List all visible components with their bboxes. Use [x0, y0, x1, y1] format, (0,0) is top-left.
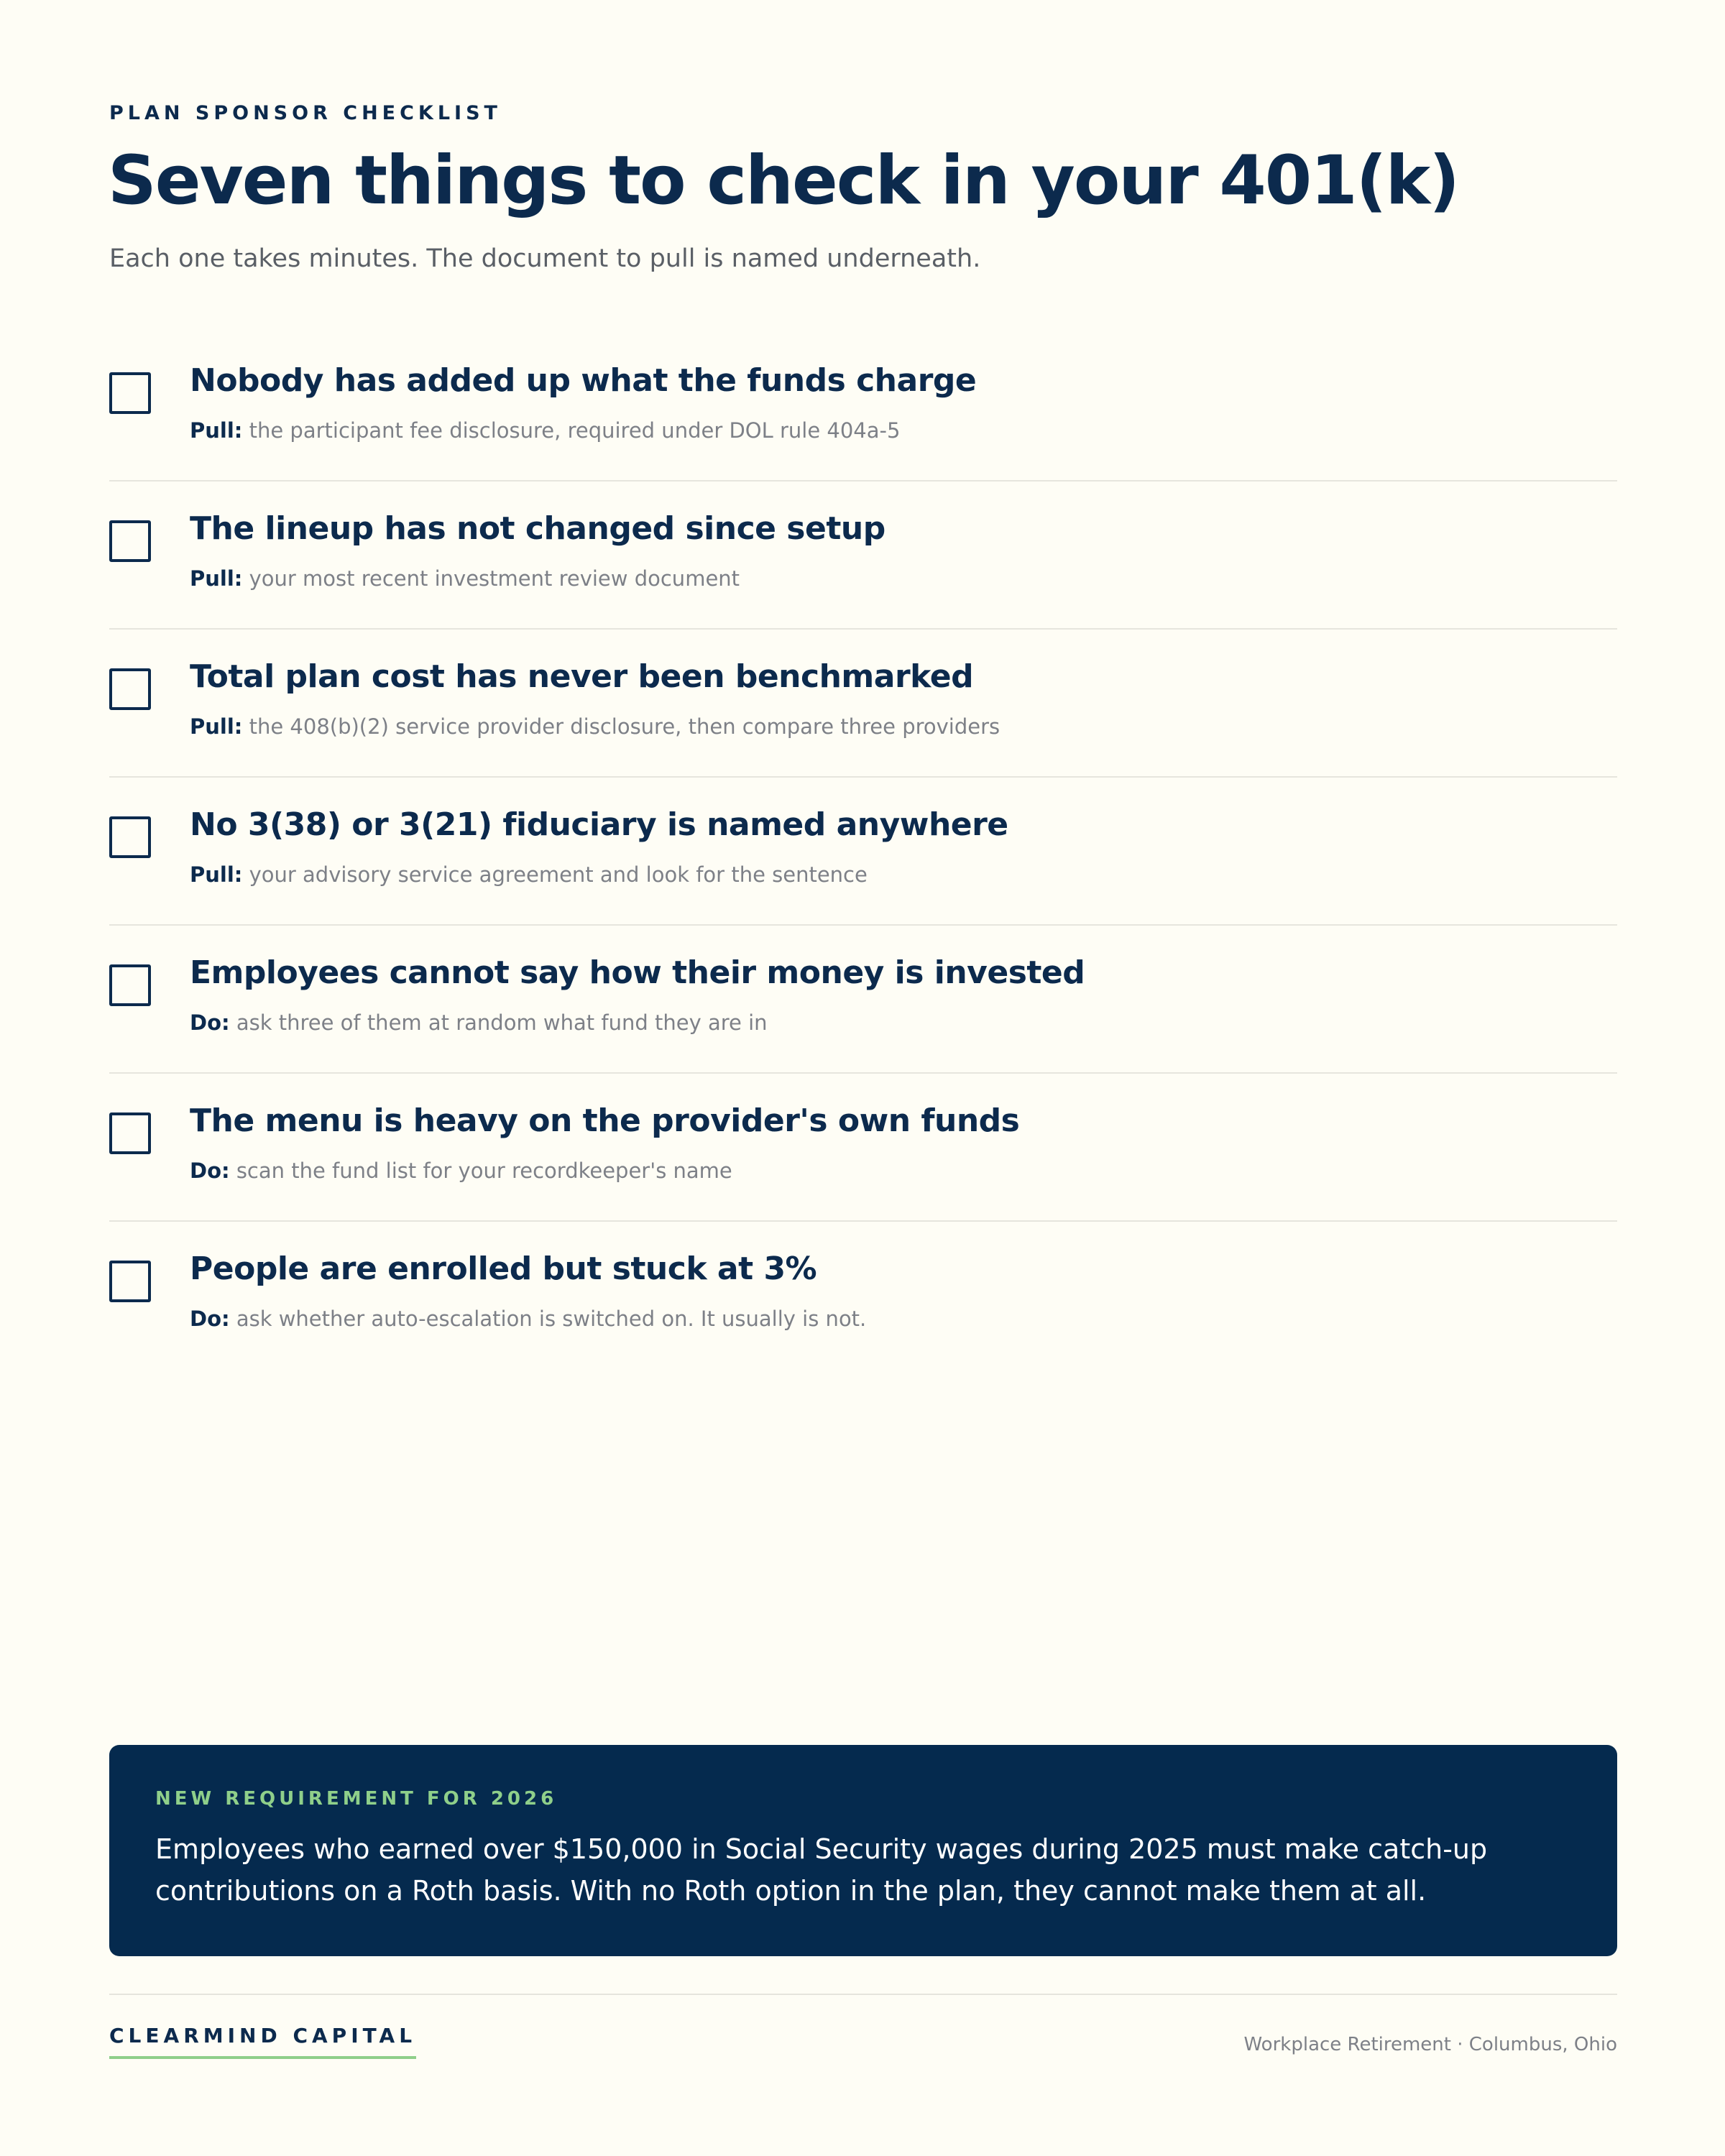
checklist-item-title: Total plan cost has never been benchmarked — [190, 658, 974, 695]
note-text: your advisory service agreement and look for the sentence — [249, 862, 868, 887]
note-text: the participant fee disclosure, required under DOL rule 404a-5 — [249, 418, 901, 443]
action-keyword: Do: — [190, 1010, 230, 1035]
footer-divider — [109, 1994, 1617, 1995]
footer-meta: Workplace Retirement · Columbus, Ohio — [1243, 2034, 1617, 2055]
checklist-item — [109, 1222, 1617, 1370]
checklist-item-title: No 3(38) or 3(21) fiduciary is named anywhere — [190, 806, 1008, 843]
checklist-item-note — [190, 714, 1000, 739]
checkbox[interactable] — [109, 964, 151, 1006]
checklist-item — [109, 333, 1617, 482]
action-keyword: Pull: — [190, 862, 243, 887]
checklist — [109, 333, 1617, 1370]
checklist-item — [109, 630, 1617, 778]
checkbox[interactable] — [109, 520, 151, 562]
checklist-item — [109, 778, 1617, 926]
checklist-item-note — [190, 1010, 768, 1035]
checklist-item-note — [190, 566, 740, 591]
requirement-callout — [109, 1745, 1617, 1956]
note-text: ask three of them at random what fund they are in — [236, 1010, 768, 1035]
checklist-item — [109, 926, 1617, 1074]
action-keyword: Pull: — [190, 714, 243, 739]
checklist-item-note — [190, 1158, 732, 1183]
checklist-item-title: Nobody has added up what the funds charge — [190, 362, 977, 399]
checkbox[interactable] — [109, 372, 151, 414]
note-text: your most recent investment review document — [249, 566, 740, 591]
checkbox[interactable] — [109, 1261, 151, 1302]
page-subtitle: Each one takes minutes. The document to pull is named underneath. — [109, 244, 981, 273]
action-keyword: Do: — [190, 1158, 230, 1183]
action-keyword: Do: — [190, 1307, 230, 1331]
checklist-item-title: The lineup has not changed since setup — [190, 510, 886, 547]
callout-label: NEW REQUIREMENT FOR 2026 — [155, 1788, 558, 1810]
checklist-item — [109, 1074, 1617, 1222]
checkbox[interactable] — [109, 668, 151, 710]
checklist-item-title: People are enrolled but stuck at 3% — [190, 1250, 817, 1287]
action-keyword: Pull: — [190, 566, 243, 591]
checklist-item-title: Employees cannot say how their money is invested — [190, 954, 1085, 991]
checkbox[interactable] — [109, 1112, 151, 1154]
eyebrow-label: PLAN SPONSOR CHECKLIST — [109, 102, 502, 124]
checklist-item — [109, 482, 1617, 630]
checkbox[interactable] — [109, 816, 151, 858]
checklist-item-note — [190, 418, 900, 443]
page-title: Seven things to check in your 401(k) — [108, 142, 1459, 220]
checklist-item-note — [190, 1307, 866, 1331]
brand-logo: CLEARMIND CAPITAL — [109, 2024, 416, 2059]
checklist-item-note — [190, 862, 868, 887]
checklist-item-title: The menu is heavy on the provider's own funds — [190, 1102, 1020, 1139]
note-text: scan the fund list for your recordkeeper's name — [236, 1158, 732, 1183]
action-keyword: Pull: — [190, 418, 243, 443]
note-text: the 408(b)(2) service provider disclosure, then compare three providers — [249, 714, 1000, 739]
callout-body: Employees who earned over $150,000 in Social Security wages during 2025 must make catch-up contributions on a Roth basis. With no Roth option in the plan, they cannot make them at all. — [155, 1833, 1488, 1907]
note-text: ask whether auto-escalation is switched on. It usually is not. — [236, 1307, 867, 1331]
